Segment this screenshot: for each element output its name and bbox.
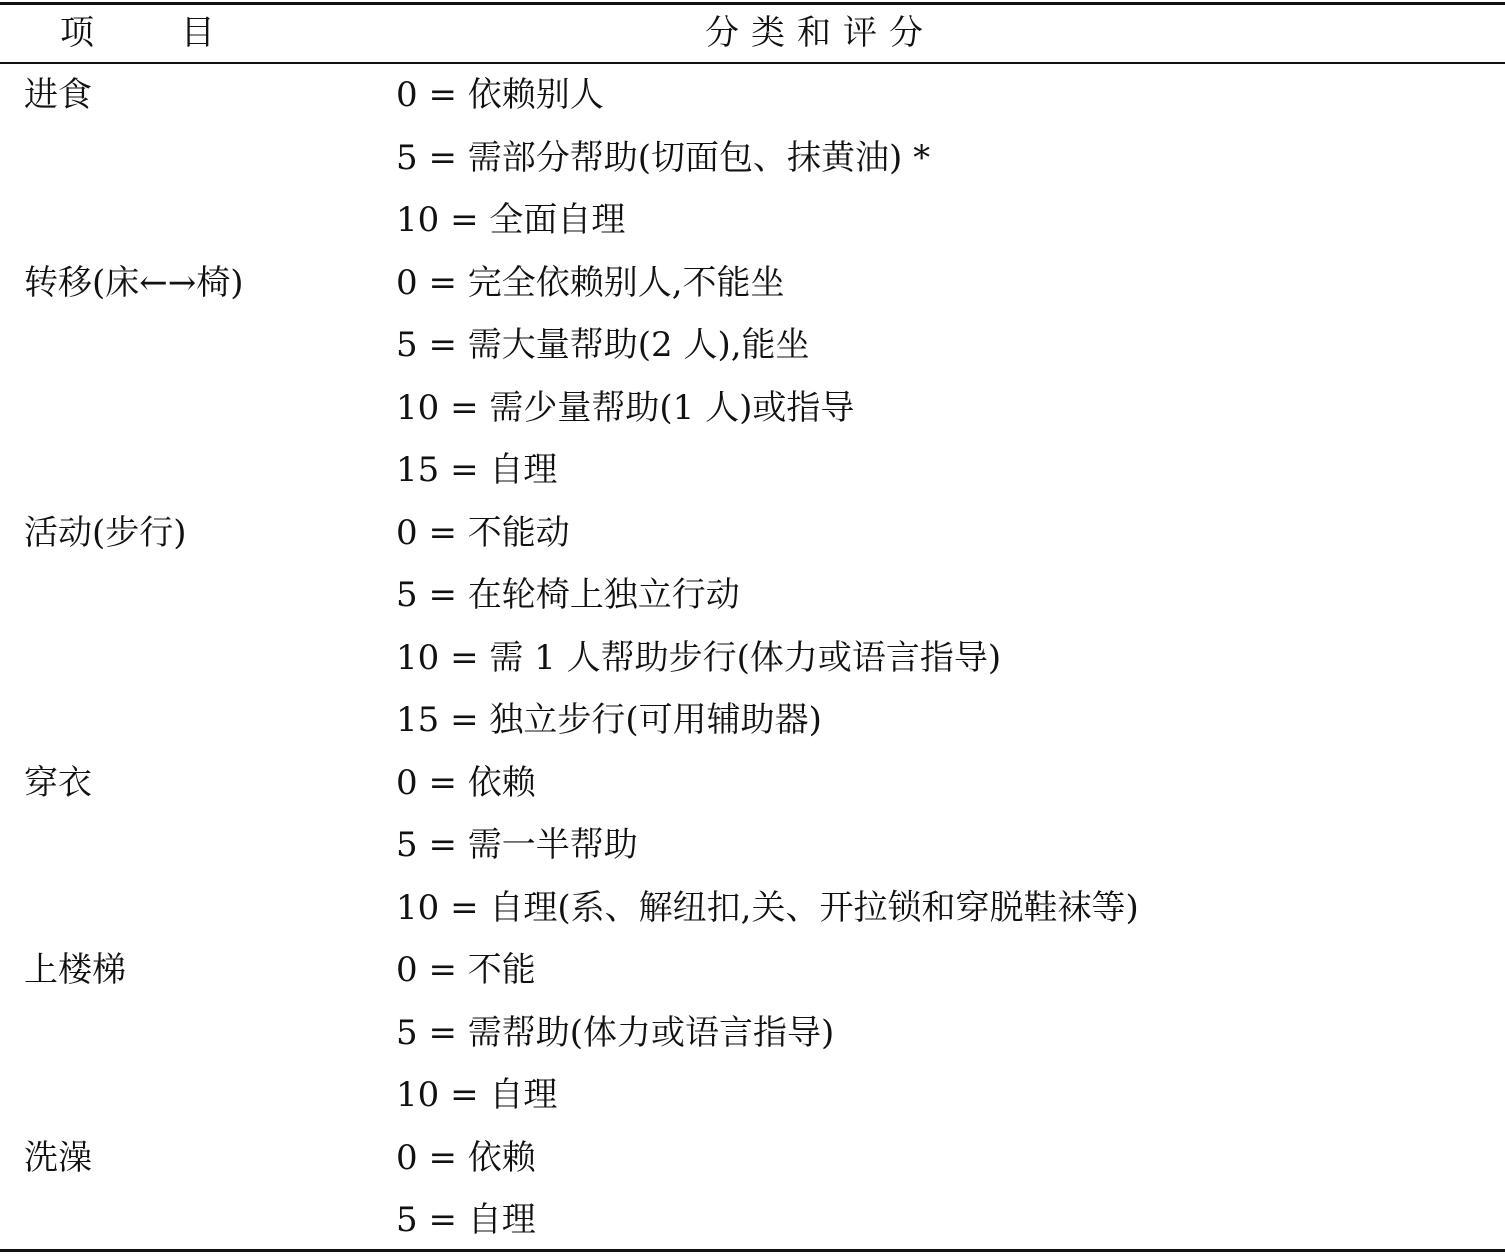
score-cell: 0 = 完全依赖别人,不能坐 (396, 262, 785, 303)
score-cell: 5 = 需大量帮助(2 人),能坐 (396, 325, 810, 365)
table-top-rule (0, 2, 1505, 5)
table-row (0, 1002, 1505, 1065)
table-row (0, 189, 1505, 252)
table-row (0, 252, 1505, 315)
score-cell: 10 = 需 1 人帮助步行(体力或语言指导) (396, 637, 1002, 678)
header-score: 分类和评分 (705, 13, 935, 53)
table-row (0, 439, 1505, 502)
table-row (0, 689, 1505, 752)
table-row (0, 752, 1505, 815)
score-cell: 10 = 需少量帮助(1 人)或指导 (396, 387, 855, 428)
item-cell: 转移(床←→椅) (24, 262, 244, 303)
item-cell: 洗澡 (24, 1137, 92, 1178)
table-bottom-rule (0, 1249, 1505, 1252)
table-row (0, 877, 1505, 940)
table-row (0, 1127, 1505, 1190)
score-cell: 5 = 需部分帮助(切面包、抹黄油) * (396, 137, 931, 178)
score-cell: 15 = 独立步行(可用辅助器) (396, 700, 822, 740)
table-row (0, 502, 1505, 565)
item-cell: 上楼梯 (24, 950, 126, 990)
score-cell: 5 = 在轮椅上独立行动 (396, 575, 740, 615)
score-cell: 0 = 依赖 (396, 1137, 536, 1178)
table-body (0, 64, 1505, 1252)
item-cell: 穿衣 (24, 762, 92, 803)
score-cell: 5 = 自理 (396, 1200, 536, 1240)
table-row (0, 939, 1505, 1002)
item-cell: 活动(步行) (24, 512, 187, 553)
score-cell: 5 = 需一半帮助 (396, 825, 638, 865)
table-row (0, 814, 1505, 877)
table-row (0, 64, 1505, 127)
score-cell: 0 = 不能动 (396, 512, 570, 553)
item-cell: 进食 (24, 75, 92, 115)
score-cell: 5 = 需帮助(体力或语言指导) (396, 1012, 835, 1053)
table-row (0, 127, 1505, 190)
score-cell: 0 = 依赖 (396, 762, 536, 803)
table-row (0, 564, 1505, 627)
score-cell: 0 = 依赖别人 (396, 75, 604, 115)
score-cell: 10 = 全面自理 (396, 200, 626, 240)
score-cell: 15 = 自理 (396, 450, 558, 490)
score-cell: 10 = 自理(系、解纽扣,关、开拉锁和穿脱鞋袜等) (396, 887, 1139, 928)
header-item: 项 目 (60, 13, 253, 53)
table-row (0, 377, 1505, 440)
table-row (0, 1189, 1505, 1252)
score-cell: 10 = 自理 (396, 1075, 558, 1115)
table-row (0, 627, 1505, 690)
table-row (0, 314, 1505, 377)
score-cell: 0 = 不能 (396, 950, 536, 990)
table-row (0, 1064, 1505, 1127)
